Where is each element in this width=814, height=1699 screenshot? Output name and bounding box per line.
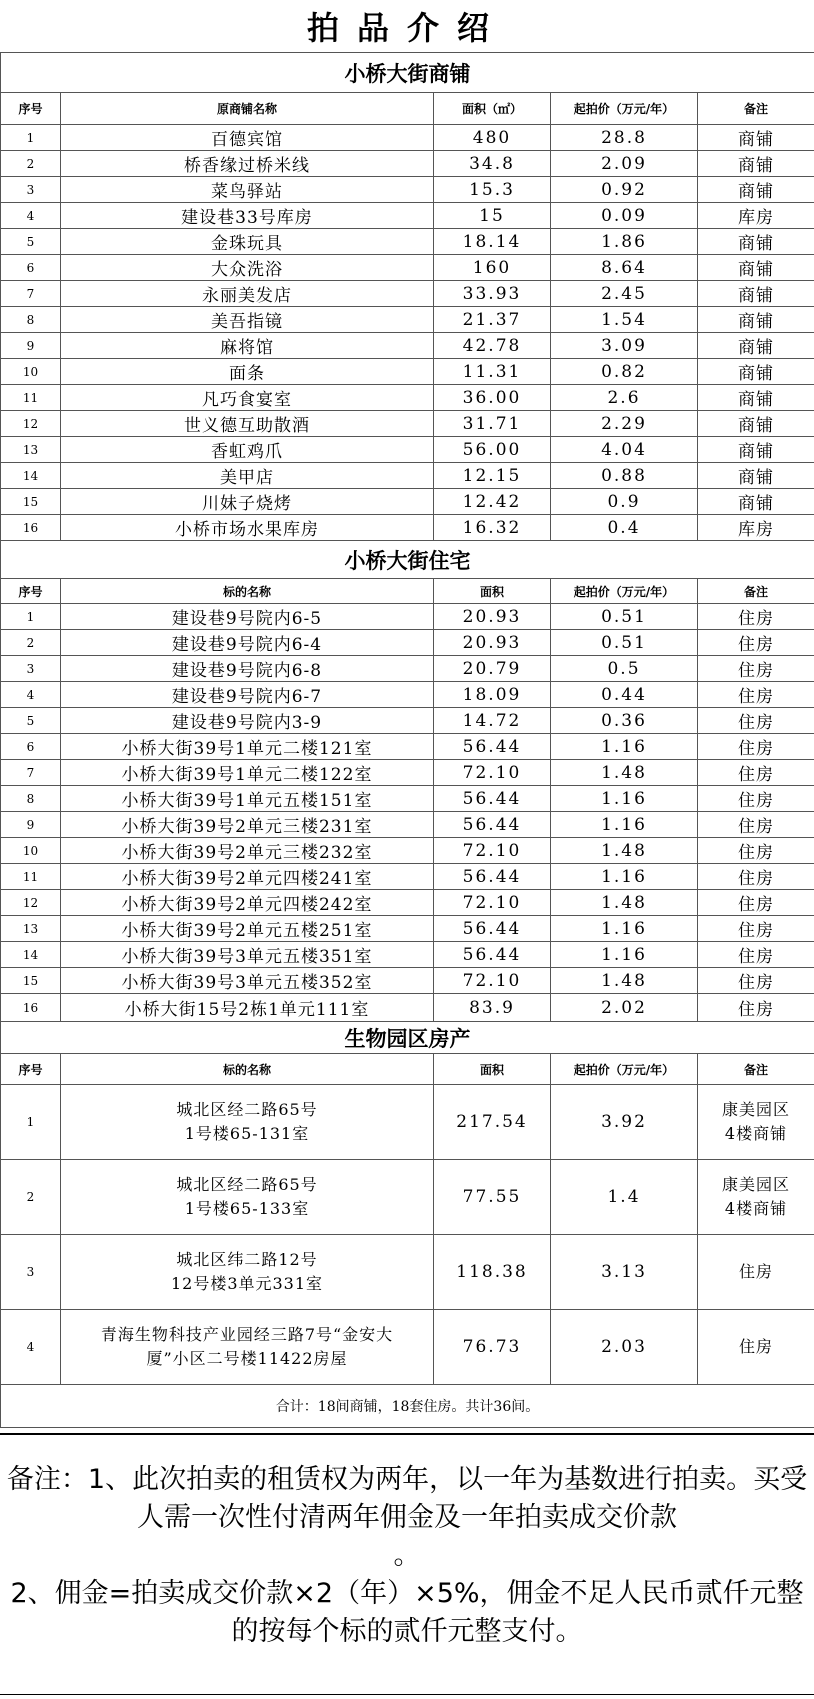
table-row <box>1 682 814 708</box>
start-price: 0.51 <box>551 630 698 656</box>
table-row <box>1 786 814 812</box>
item-area: 18.09 <box>434 682 551 708</box>
remark <box>698 1160 814 1235</box>
remark-line-1: 备注：1、此次拍卖的租赁权为两年，以一年为基数进行拍卖。买受人需一次性付清两年佣金及一年拍卖成交价款 <box>6 1464 808 1533</box>
item-area: 36.00 <box>434 385 551 411</box>
start-price: 28.8 <box>551 125 698 151</box>
start-price: 2.6 <box>551 385 698 411</box>
item-area: 20.93 <box>434 604 551 630</box>
start-price: 3.09 <box>551 333 698 359</box>
text-line: 厦”小区二号楼11422房屋 <box>146 1349 348 1368</box>
table-row <box>1 177 814 203</box>
header-remark: 备注 <box>698 93 814 125</box>
header-index: 序号 <box>1 579 61 604</box>
row-index: 3 <box>1 1235 61 1310</box>
total-summary: 合计：18间商铺，18套住房。共计36间。 <box>1 1385 814 1428</box>
remark: 住房 <box>698 1235 814 1310</box>
row-index: 15 <box>1 968 61 994</box>
remark-line-2: 2、佣金=拍卖成交价款×2（年）×5%，佣金不足人民币贰仟元整的按每个标的贰仟元整支付。 <box>10 1578 804 1647</box>
remark: 商铺 <box>698 255 814 281</box>
row-index: 13 <box>1 437 61 463</box>
bio-section <box>1 1022 814 1385</box>
row-index: 2 <box>1 630 61 656</box>
row-index: 4 <box>1 1310 61 1385</box>
remark: 商铺 <box>698 177 814 203</box>
remark: 商铺 <box>698 281 814 307</box>
row-index: 16 <box>1 515 61 541</box>
item-name: 建设巷9号院内6-8 <box>61 656 434 682</box>
item-area: 33.93 <box>434 281 551 307</box>
start-price: 1.16 <box>551 916 698 942</box>
table-row <box>1 1085 814 1160</box>
text-line: 12号楼3单元331室 <box>170 1274 324 1293</box>
start-price: 0.9 <box>551 489 698 515</box>
header-area: 面积 <box>434 579 551 604</box>
row-index: 14 <box>1 942 61 968</box>
item-area: 15 <box>434 203 551 229</box>
table-row <box>1 515 814 541</box>
item-area: 72.10 <box>434 838 551 864</box>
item-area: 20.93 <box>434 630 551 656</box>
header-area: 面积 <box>434 1054 551 1085</box>
start-price: 0.4 <box>551 515 698 541</box>
item-area: 15.3 <box>434 177 551 203</box>
item-name: 小桥大街15号2栋1单元111室 <box>61 994 434 1022</box>
item-name: 桥香缘过桥米线 <box>61 151 434 177</box>
table-row <box>1 333 814 359</box>
item-name: 美吾指镜 <box>61 307 434 333</box>
row-index: 9 <box>1 333 61 359</box>
remark: 商铺 <box>698 437 814 463</box>
remark: 商铺 <box>698 411 814 437</box>
item-area: 77.55 <box>434 1160 551 1235</box>
item-area: 42.78 <box>434 333 551 359</box>
row-index: 5 <box>1 708 61 734</box>
item-area: 16.32 <box>434 515 551 541</box>
item-name: 小桥大街39号2单元三楼231室 <box>61 812 434 838</box>
item-name: 小桥大街39号2单元四楼241室 <box>61 864 434 890</box>
table-row <box>1 307 814 333</box>
start-price: 0.5 <box>551 656 698 682</box>
auction-items-table <box>0 52 814 1428</box>
start-price: 2.03 <box>551 1310 698 1385</box>
table-row <box>1 656 814 682</box>
section-title-bio: 生物园区房产 <box>1 1022 814 1054</box>
header-index: 序号 <box>1 1054 61 1085</box>
item-name: 香虹鸡爪 <box>61 437 434 463</box>
start-price: 1.16 <box>551 734 698 760</box>
page-title: 拍品介绍 <box>0 0 814 53</box>
row-index: 5 <box>1 229 61 255</box>
remark: 住房 <box>698 1310 814 1385</box>
start-price: 8.64 <box>551 255 698 281</box>
table-row <box>1 812 814 838</box>
remark: 住房 <box>698 786 814 812</box>
item-name: 建设巷9号院内6-5 <box>61 604 434 630</box>
header-start-price: 起拍价（万元/年） <box>551 93 698 125</box>
start-price: 2.09 <box>551 151 698 177</box>
table-row <box>1 489 814 515</box>
item-area: 118.38 <box>434 1235 551 1310</box>
item-area: 83.9 <box>434 994 551 1022</box>
row-index: 8 <box>1 786 61 812</box>
start-price: 1.16 <box>551 812 698 838</box>
start-price: 1.16 <box>551 786 698 812</box>
item-area: 11.31 <box>434 359 551 385</box>
header-name: 原商铺名称 <box>61 93 434 125</box>
table-row <box>1 968 814 994</box>
homes-section <box>1 541 814 1022</box>
item-area: 31.71 <box>434 411 551 437</box>
text-line: 康美园区 <box>722 1100 791 1119</box>
table-row <box>1 229 814 255</box>
table-row <box>1 942 814 968</box>
text-line: 青海生物科技产业园经三路7号“金安大 <box>100 1325 394 1344</box>
text-line: 4楼商铺 <box>724 1199 788 1218</box>
table-header-row <box>1 1054 814 1085</box>
table-row <box>1 838 814 864</box>
item-name: 金珠玩具 <box>61 229 434 255</box>
remark: 住房 <box>698 942 814 968</box>
remark: 住房 <box>698 682 814 708</box>
table-row <box>1 734 814 760</box>
item-name: 百德宾馆 <box>61 125 434 151</box>
header-area: 面积（㎡） <box>434 93 551 125</box>
item-name <box>61 1085 434 1160</box>
item-name: 小桥大街39号1单元二楼122室 <box>61 760 434 786</box>
row-index: 2 <box>1 151 61 177</box>
item-name: 小桥大街39号3单元五楼352室 <box>61 968 434 994</box>
remark: 商铺 <box>698 463 814 489</box>
item-area: 14.72 <box>434 708 551 734</box>
header-index: 序号 <box>1 93 61 125</box>
item-name: 永丽美发店 <box>61 281 434 307</box>
table-row <box>1 708 814 734</box>
row-index: 10 <box>1 359 61 385</box>
table-row <box>1 916 814 942</box>
header-remark: 备注 <box>698 579 814 604</box>
item-area: 12.15 <box>434 463 551 489</box>
item-area: 34.8 <box>434 151 551 177</box>
remark: 住房 <box>698 890 814 916</box>
start-price: 0.09 <box>551 203 698 229</box>
start-price: 0.92 <box>551 177 698 203</box>
remark: 住房 <box>698 760 814 786</box>
start-price: 3.13 <box>551 1235 698 1310</box>
item-name: 建设巷9号院内6-4 <box>61 630 434 656</box>
item-name: 小桥大街39号2单元五楼251室 <box>61 916 434 942</box>
table-row <box>1 994 814 1022</box>
item-name: 菜鸟驿站 <box>61 177 434 203</box>
item-area: 56.44 <box>434 734 551 760</box>
item-area: 56.44 <box>434 864 551 890</box>
table-row <box>1 281 814 307</box>
row-index: 3 <box>1 177 61 203</box>
item-area: 72.10 <box>434 760 551 786</box>
remark: 商铺 <box>698 489 814 515</box>
section-title-shops: 小桥大街商铺 <box>1 53 814 93</box>
text-line: 1号楼65-131室 <box>184 1124 310 1143</box>
item-name: 面条 <box>61 359 434 385</box>
item-area: 56.44 <box>434 942 551 968</box>
table-row <box>1 630 814 656</box>
remarks <box>0 1433 814 1695</box>
item-name: 麻将馆 <box>61 333 434 359</box>
item-name: 大众洗浴 <box>61 255 434 281</box>
row-index: 15 <box>1 489 61 515</box>
item-name: 小桥大街39号1单元二楼121室 <box>61 734 434 760</box>
table-row <box>1 437 814 463</box>
remark: 住房 <box>698 604 814 630</box>
row-index: 16 <box>1 994 61 1022</box>
table-row <box>1 255 814 281</box>
row-index: 6 <box>1 734 61 760</box>
table-row <box>1 864 814 890</box>
table-header-row <box>1 579 814 604</box>
item-area: 72.10 <box>434 968 551 994</box>
table-row <box>1 359 814 385</box>
start-price: 2.02 <box>551 994 698 1022</box>
shops-section <box>1 53 814 541</box>
table-row <box>1 125 814 151</box>
item-area: 72.10 <box>434 890 551 916</box>
remark: 住房 <box>698 838 814 864</box>
remark: 库房 <box>698 515 814 541</box>
item-name: 世义德互助散酒 <box>61 411 434 437</box>
remark: 住房 <box>698 630 814 656</box>
item-name: 川妹子烧烤 <box>61 489 434 515</box>
start-price: 0.51 <box>551 604 698 630</box>
remark: 住房 <box>698 994 814 1022</box>
header-start-price: 起拍价（万元/年） <box>551 1054 698 1085</box>
item-area: 480 <box>434 125 551 151</box>
item-area: 217.54 <box>434 1085 551 1160</box>
remark: 住房 <box>698 916 814 942</box>
table-row <box>1 1160 814 1235</box>
item-area: 56.44 <box>434 812 551 838</box>
table-header-row <box>1 93 814 125</box>
table-row <box>1 604 814 630</box>
start-price: 1.48 <box>551 760 698 786</box>
section-title-homes: 小桥大街住宅 <box>1 541 814 579</box>
item-name: 小桥大街39号2单元三楼232室 <box>61 838 434 864</box>
text-line: 城北区纬二路12号 <box>176 1250 318 1269</box>
start-price: 2.45 <box>551 281 698 307</box>
start-price: 1.86 <box>551 229 698 255</box>
item-name: 建设巷9号院内3-9 <box>61 708 434 734</box>
item-area: 21.37 <box>434 307 551 333</box>
text-line: 城北区经二路65号 <box>176 1100 318 1119</box>
row-index: 3 <box>1 656 61 682</box>
text-line: 4楼商铺 <box>724 1124 788 1143</box>
item-area: 20.79 <box>434 656 551 682</box>
item-name <box>61 1160 434 1235</box>
table-row <box>1 1235 814 1310</box>
text-line: 1号楼65-133室 <box>184 1199 310 1218</box>
header-name: 标的名称 <box>61 1054 434 1085</box>
remark: 商铺 <box>698 359 814 385</box>
text-line: 城北区经二路65号 <box>176 1175 318 1194</box>
item-area: 160 <box>434 255 551 281</box>
table-row <box>1 463 814 489</box>
start-price: 0.88 <box>551 463 698 489</box>
row-index: 4 <box>1 682 61 708</box>
table-row <box>1 760 814 786</box>
remark: 商铺 <box>698 307 814 333</box>
total-section <box>1 1385 814 1428</box>
item-area: 56.44 <box>434 786 551 812</box>
row-index: 2 <box>1 1160 61 1235</box>
item-name: 建设巷33号库房 <box>61 203 434 229</box>
table-row <box>1 890 814 916</box>
row-index: 7 <box>1 760 61 786</box>
item-name: 小桥大街39号3单元五楼351室 <box>61 942 434 968</box>
start-price: 1.54 <box>551 307 698 333</box>
remark: 商铺 <box>698 151 814 177</box>
header-start-price: 起拍价（万元/年） <box>551 579 698 604</box>
row-index: 11 <box>1 385 61 411</box>
remark: 商铺 <box>698 385 814 411</box>
remark: 商铺 <box>698 125 814 151</box>
remark <box>698 1085 814 1160</box>
start-price: 1.48 <box>551 838 698 864</box>
start-price: 0.36 <box>551 708 698 734</box>
remark-line-1-end: 。 <box>393 1540 421 1571</box>
item-name <box>61 1235 434 1310</box>
row-index: 1 <box>1 1085 61 1160</box>
item-area: 12.42 <box>434 489 551 515</box>
table-row <box>1 411 814 437</box>
row-index: 1 <box>1 125 61 151</box>
remark: 住房 <box>698 864 814 890</box>
start-price: 0.82 <box>551 359 698 385</box>
text-line: 康美园区 <box>722 1175 791 1194</box>
row-index: 12 <box>1 411 61 437</box>
start-price: 0.44 <box>551 682 698 708</box>
row-index: 9 <box>1 812 61 838</box>
table-row <box>1 151 814 177</box>
remark: 库房 <box>698 203 814 229</box>
remark: 商铺 <box>698 333 814 359</box>
item-area: 76.73 <box>434 1310 551 1385</box>
row-index: 1 <box>1 604 61 630</box>
start-price: 4.04 <box>551 437 698 463</box>
item-name: 建设巷9号院内6-7 <box>61 682 434 708</box>
start-price: 3.92 <box>551 1085 698 1160</box>
item-name: 美甲店 <box>61 463 434 489</box>
start-price: 1.16 <box>551 864 698 890</box>
item-name <box>61 1310 434 1385</box>
row-index: 13 <box>1 916 61 942</box>
item-area: 56.00 <box>434 437 551 463</box>
remark: 住房 <box>698 968 814 994</box>
item-area: 18.14 <box>434 229 551 255</box>
remark: 住房 <box>698 812 814 838</box>
header-name: 标的名称 <box>61 579 434 604</box>
row-index: 14 <box>1 463 61 489</box>
table-row <box>1 203 814 229</box>
table-row <box>1 1310 814 1385</box>
remark: 商铺 <box>698 229 814 255</box>
row-index: 6 <box>1 255 61 281</box>
item-name: 小桥大街39号2单元四楼242室 <box>61 890 434 916</box>
item-name: 小桥市场水果库房 <box>61 515 434 541</box>
row-index: 8 <box>1 307 61 333</box>
row-index: 12 <box>1 890 61 916</box>
item-name: 小桥大街39号1单元五楼151室 <box>61 786 434 812</box>
start-price: 2.29 <box>551 411 698 437</box>
start-price: 1.48 <box>551 890 698 916</box>
item-area: 56.44 <box>434 916 551 942</box>
row-index: 10 <box>1 838 61 864</box>
start-price: 1.48 <box>551 968 698 994</box>
start-price: 1.4 <box>551 1160 698 1235</box>
header-remark: 备注 <box>698 1054 814 1085</box>
start-price: 1.16 <box>551 942 698 968</box>
row-index: 11 <box>1 864 61 890</box>
remark: 住房 <box>698 708 814 734</box>
row-index: 7 <box>1 281 61 307</box>
table-row <box>1 385 814 411</box>
row-index: 4 <box>1 203 61 229</box>
item-name: 凡巧食宴室 <box>61 385 434 411</box>
remark: 住房 <box>698 656 814 682</box>
remark: 住房 <box>698 734 814 760</box>
